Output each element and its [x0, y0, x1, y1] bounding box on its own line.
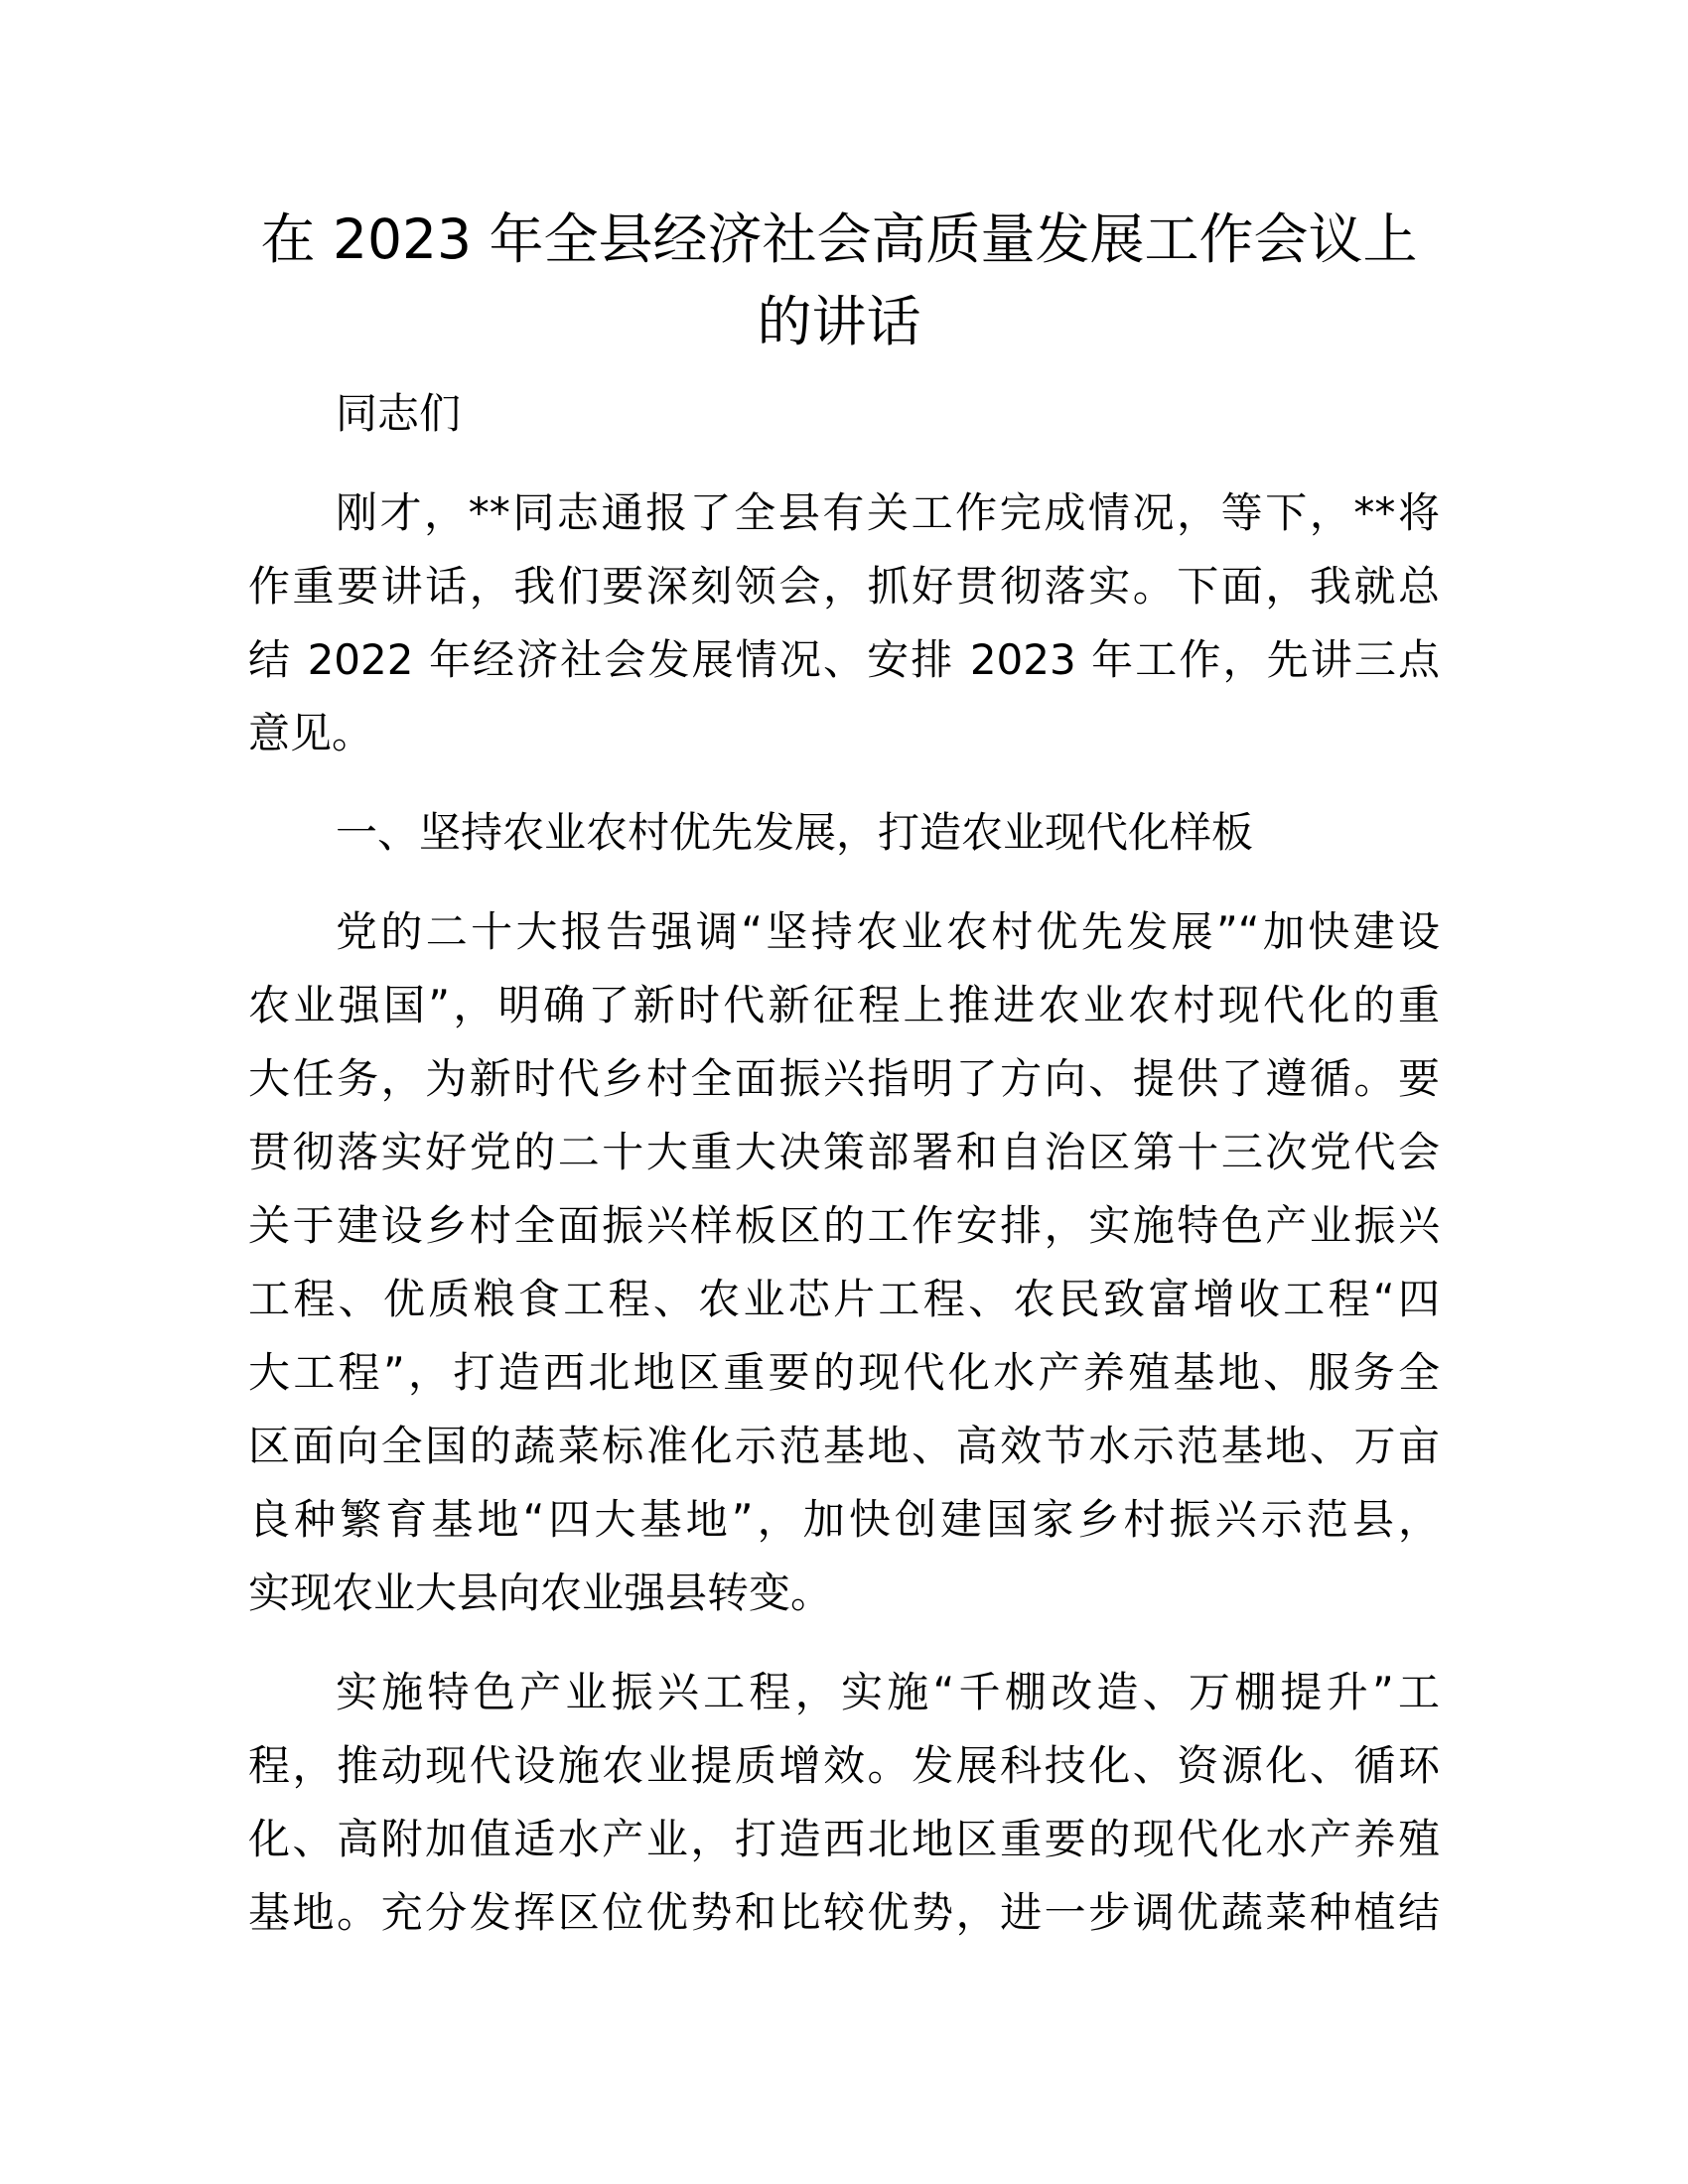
- text-line: 结 2022 年经济社会发展情况、安排 2023 年工作，先讲三点: [248, 635, 1440, 684]
- text-line: 工程、优质粮食工程、农业芯片工程、农民致富增收工程“四: [248, 1275, 1440, 1323]
- text-line: 党的二十大报告强调“坚持农业农村优先发展”“加快建设: [336, 907, 1440, 956]
- title-line: 的讲话: [757, 290, 921, 353]
- text-line: 良种繁育基地“四大基地”，加快创建国家乡村振兴示范县，: [248, 1495, 1440, 1544]
- text-line: 刚才，**同志通报了全县有关工作完成情况，等下，**将: [336, 488, 1440, 537]
- text-line: 区面向全国的蔬菜标准化示范基地、高效节水示范基地、万亩: [248, 1422, 1440, 1470]
- text-line: 大工程”，打造西北地区重要的现代化水产养殖基地、服务全: [248, 1348, 1440, 1397]
- text-line: 基地。充分发挥区位优势和比较优势，进一步调优蔬菜种植结: [248, 1888, 1440, 1937]
- paragraph-industry: [248, 1656, 1440, 1950]
- title-line: 在 2023 年全县经济社会高质量发展工作会议上: [260, 207, 1418, 271]
- text-line: 关于建设乡村全面振兴样板区的工作安排，实施特色产业振兴: [248, 1201, 1440, 1250]
- paragraph-section-1: [248, 895, 1440, 1630]
- salutation-line: 同志们: [336, 389, 462, 438]
- text-line: 意见。: [248, 709, 374, 757]
- document-body: [248, 377, 1440, 1950]
- text-line: 实现农业大县向农业强县转变。: [248, 1569, 833, 1617]
- text-line: 化、高附加值适水产业，打造西北地区重要的现代化水产养殖: [248, 1815, 1440, 1863]
- text-line: 大任务，为新时代乡村全面振兴指明了方向、提供了遵循。要: [248, 1054, 1440, 1103]
- text-line: 作重要讲话，我们要深刻领会，抓好贯彻落实。下面，我就总: [248, 562, 1440, 611]
- document-title: [238, 199, 1440, 363]
- heading-line: 一、坚持农业农村优先发展，打造农业现代化样板: [336, 808, 1254, 857]
- paragraph-intro: [248, 477, 1440, 770]
- text-line: 程，推动现代设施农业提质增效。发展科技化、资源化、循环: [248, 1741, 1440, 1790]
- text-line: 农业强国”，明确了新时代新征程上推进农业农村现代化的重: [248, 981, 1440, 1029]
- salutation: [248, 377, 1440, 451]
- section-heading-1: [248, 796, 1440, 870]
- text-line: 贯彻落实好党的二十大重大决策部署和自治区第十三次党代会: [248, 1128, 1440, 1176]
- text-line: 实施特色产业振兴工程，实施“千棚改造、万棚提升”工: [336, 1668, 1440, 1716]
